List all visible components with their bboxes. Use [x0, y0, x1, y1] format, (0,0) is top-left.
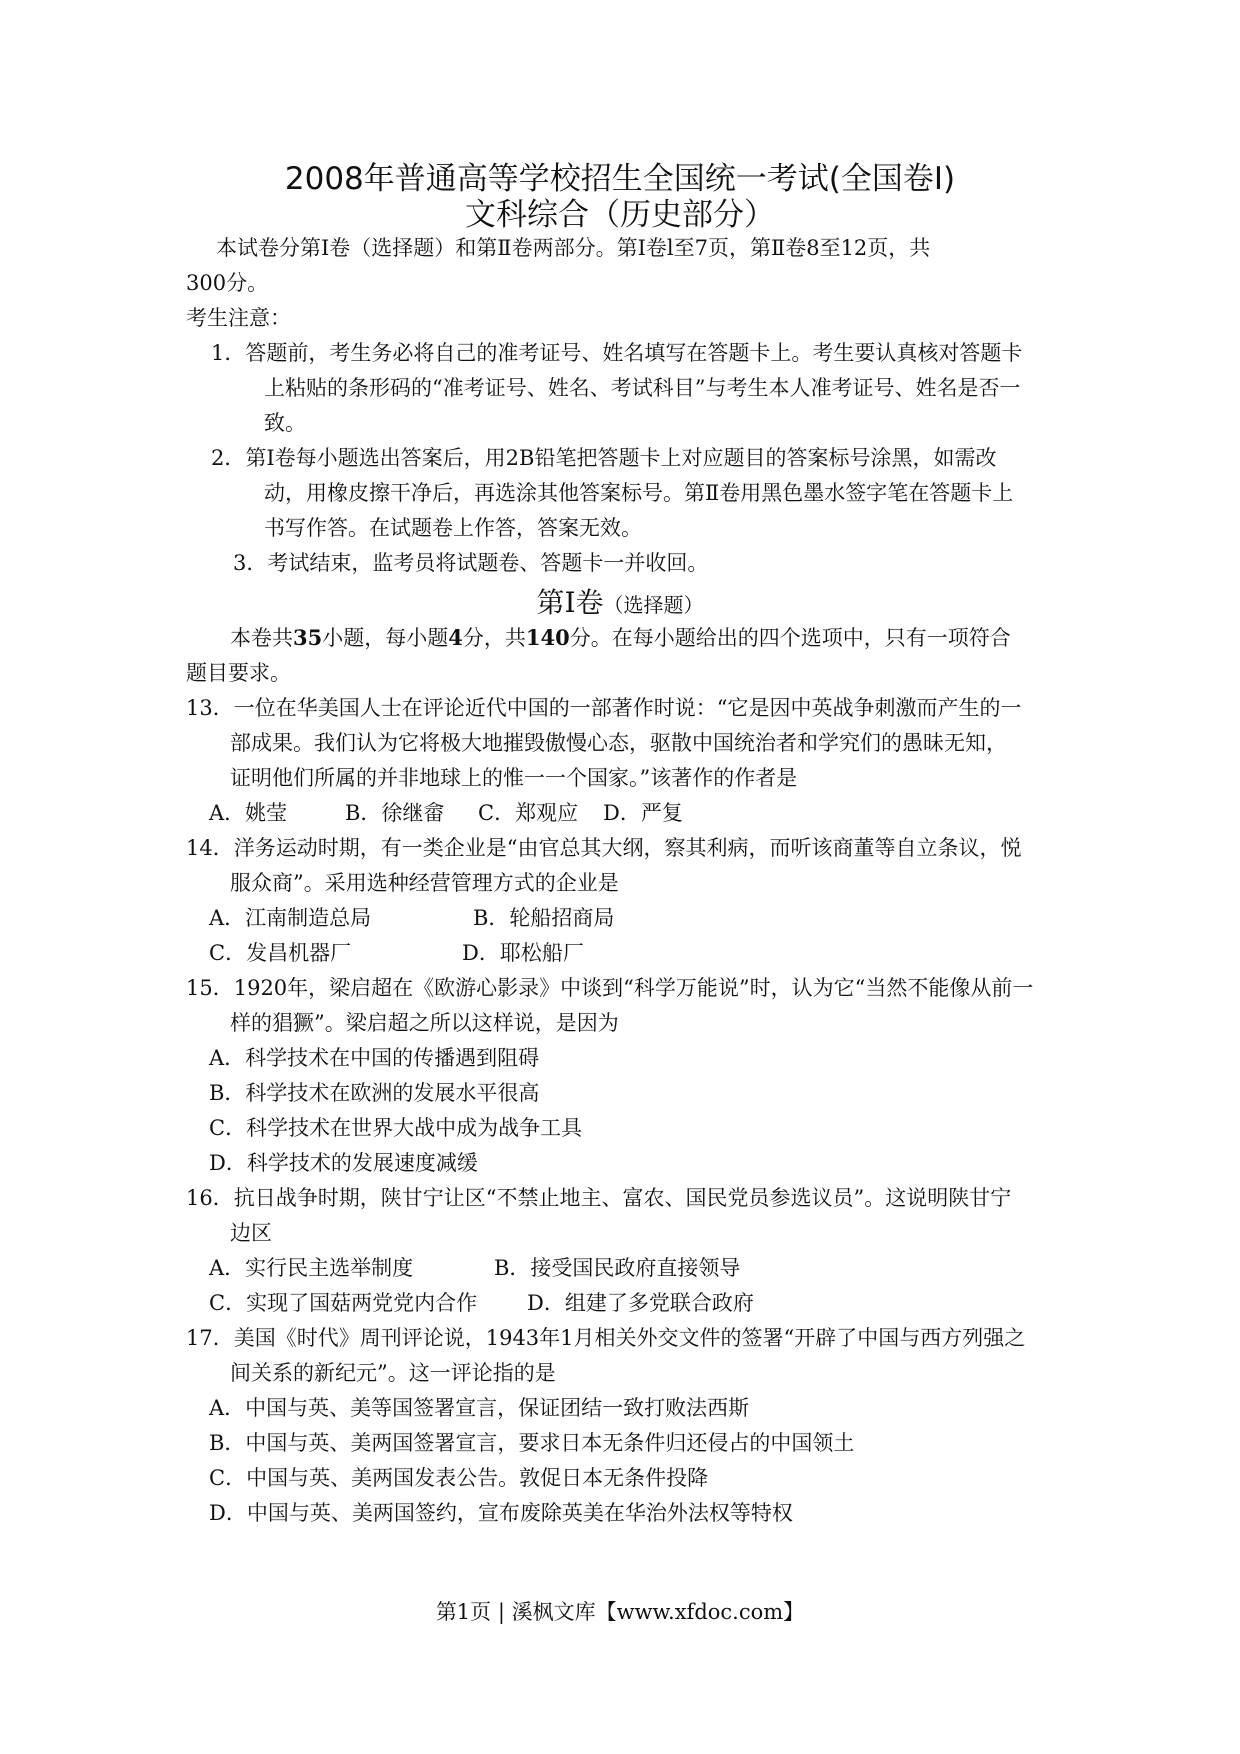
q17-option-b: B．中国与英、美两国签署宣言，要求日本无条件归还侵占的中国领土	[209, 1431, 855, 1455]
q17-stem-line-1: 17．美国《时代》周刊评论说，1943年1月相关外交文件的签署“开辟了中国与西方列强之	[186, 1326, 1026, 1350]
notice-item-2-line-1: 2．第Ⅰ卷每小题选出答案后，用2B铅笔把答题卡上对应题目的答案标号涂黑，如需改	[211, 446, 997, 470]
q14-stem-line-1: 14．洋务运动时期，有一类企业是“由官总其大纲，察其利病，而听该商董等自立条议，悦	[186, 836, 1022, 860]
q17-option-d: D．中国与英、美两国签约，宣布废除英美在华治外法权等特权	[209, 1501, 793, 1525]
desc-number: 4	[448, 625, 463, 650]
section-title-main: 第Ⅰ卷	[536, 586, 604, 619]
intro-line-2: 300分。	[186, 271, 269, 295]
q14-option-c: C．发昌机器厂	[209, 941, 352, 965]
exam-title: 2008年普通高等学校招生全国统一考试(全国卷Ⅰ)	[284, 161, 956, 197]
q13-option-c: C．郑观应	[478, 801, 579, 825]
exam-subtitle: 文科综合（历史部分）	[465, 197, 775, 233]
q16-option-c: C．实现了国菇两党党内合作	[209, 1291, 478, 1315]
q13-stem-line-1: 13．一位在华美国人士在评论近代中国的一部著作时说：“它是因中英战争刺激而产生的一	[186, 696, 1022, 720]
q15-option-b: B．科学技术在欧洲的发展水平很高	[209, 1081, 540, 1105]
q17-option-c: C．中国与英、美两国发表公告。敦促日本无条件投降	[209, 1466, 709, 1490]
q16-stem-line-2: 边区	[230, 1221, 272, 1245]
notice-item-1-line-2: 上粘贴的条形码的“准考证号、姓名、考试科目”与考生本人准考证号、姓名是否一	[264, 376, 1021, 400]
notice-item-3: 3．考试结束，监考员将试题卷、答题卡一并收回。	[233, 551, 709, 575]
section-description-line-2: 题目要求。	[186, 661, 291, 685]
desc-part: 分，共	[462, 626, 526, 650]
q14-option-b: B．轮船招商局	[473, 906, 615, 930]
page-footer: 第1页 | 溪枫文库【www.xfdoc.com】	[435, 1600, 805, 1624]
q13-option-a: A．姚莹	[209, 801, 288, 825]
q16-option-d: D．组建了多党联合政府	[527, 1291, 754, 1315]
q17-stem-line-2: 间关系的新纪元”。这一评论指的是	[230, 1361, 556, 1385]
q14-stem-line-2: 服众商”。采用选种经营管理方式的企业是	[230, 871, 619, 895]
desc-part: 本卷共	[230, 626, 293, 650]
section-title	[0, 585, 1240, 623]
q16-stem-line-1: 16．抗日战争时期，陕甘宁让区“不禁止地主、富农、国民党员参选议员”。这说明陕甘宁	[186, 1186, 1012, 1210]
q14-option-a: A．江南制造总局	[209, 906, 372, 930]
intro-line-1: 本试卷分第Ⅰ卷（选择题）和第Ⅱ卷两部分。第Ⅰ卷l至7页，第Ⅱ卷8至12页，共	[216, 236, 931, 260]
notice-item-2-line-2: 动，用橡皮擦干净后，再选涂其他答案标号。第Ⅱ卷用黑色墨水签字笔在答题卡上	[264, 481, 1014, 505]
desc-part: 小题，每小题	[322, 626, 449, 650]
q14-option-d: D．耶松船厂	[462, 941, 584, 965]
notice-item-2-line-3: 书写作答。在试题卷上作答，答案无效。	[264, 516, 642, 540]
notice-item-1-line-3: 致。	[264, 411, 306, 435]
q16-option-a: A．实行民主选举制度	[209, 1256, 414, 1280]
desc-number: 35	[293, 625, 323, 650]
section-description	[230, 623, 1011, 653]
q15-option-a: A．科学技术在中国的传播遇到阻碍	[209, 1046, 540, 1070]
q16-option-b: B．接受国民政府直接领导	[494, 1256, 741, 1280]
q13-stem-line-2: 部成果。我们认为它将极大地摧毁傲慢心态，驱散中国统治者和学究们的愚昧无知，	[230, 731, 1007, 755]
desc-part: 分。在每小题给出的四个选项中，只有一项符合	[569, 626, 1011, 650]
q17-option-a: A．中国与英、美等国签署宣言，保证团结一致打败法西斯	[209, 1396, 750, 1420]
notice-heading: 考生注意：	[186, 306, 291, 330]
q13-option-b: B．徐继畲	[345, 801, 445, 825]
notice-item-1-line-1: 1．答题前，考生务必将自己的准考证号、姓名填写在答题卡上。考生要认真核对答题卡	[211, 341, 1023, 365]
q13-stem-line-3: 证明他们所属的并非地球上的惟一一个国家。”该著作的作者是	[230, 766, 798, 790]
q13-option-d: D．严复	[603, 801, 683, 825]
q15-stem-line-1: 15．1920年，梁启超在《欧游心影录》中谈到“科学万能说”时，认为它“当然不能像从前一	[186, 976, 1034, 1000]
q15-option-c: C．科学技术在世界大战中成为战争工具	[209, 1116, 583, 1140]
desc-number: 140	[525, 625, 570, 650]
q15-stem-line-2: 样的猖獗”。梁启超之所以这样说，是因为	[230, 1011, 619, 1035]
q15-option-d: D．科学技术的发展速度减缓	[209, 1151, 478, 1175]
section-title-sub: （选择题）	[603, 593, 704, 617]
